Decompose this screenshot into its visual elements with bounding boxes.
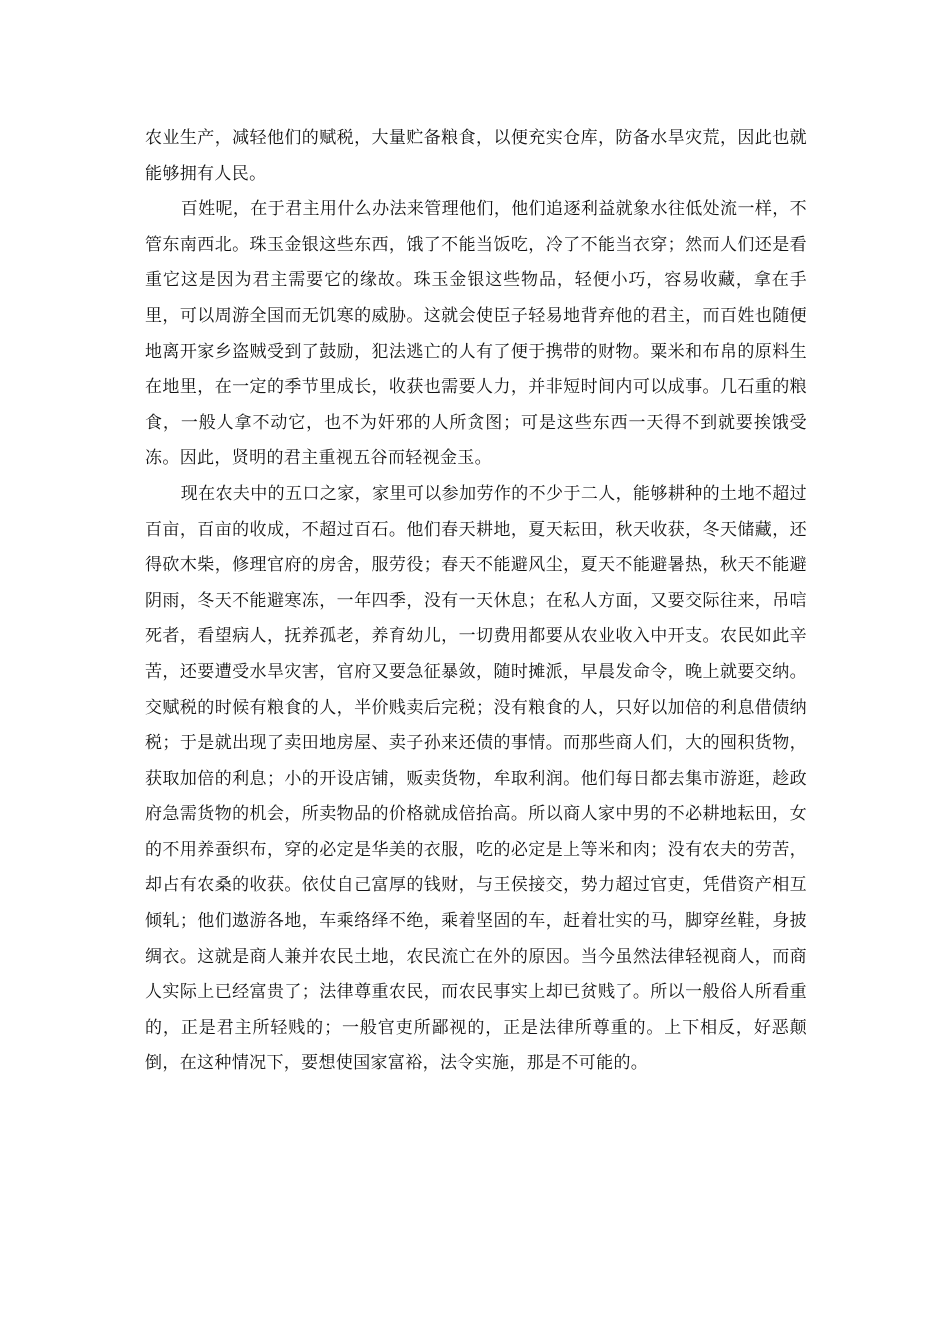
paragraph-1: 农业生产，减轻他们的赋税，大量贮备粮食，以便充实仓库，防备水旱灾荒，因此也就能够拥有人民。 xyxy=(145,128,807,184)
document-page xyxy=(145,121,807,1082)
paragraph-2: 百姓呢，在于君主用什么办法来管理他们，他们追逐利益就象水往低处流一样，不管东南西北。珠玉金银这些东西，饿了不能当饭吃，冷了不能当衣穿；然而人们还是看重它这是因为君主需要它的缘故。珠玉金银这些物品，轻便小巧，容易收藏，拿在手里，可以周游全国而无饥寒的威胁。这就会使臣子轻易地背弃他的君主，而百姓也随便地离开家乡盗贼受到了鼓励，犯法逃亡的人有了便于携带的财物。粟米和布帛的原料生在地里，在一定的季节里成长，收获也需要人力，并非短时间内可以成事。几石重的粮食，一般人拿不动它，也不为奸邪的人所贪图；可是这些东西一天得不到就要挨饿受冻。因此，贤明的君主重视五谷而轻视金玉。 xyxy=(145,199,807,469)
paragraph-3: 现在农夫中的五口之家，家里可以参加劳作的不少于二人，能够耕种的土地不超过百亩，百亩的收成，不超过百石。他们春天耕地，夏天耘田，秋天收获，冬天储藏，还得砍木柴，修理官府的房舍，服劳役；春天不能避风尘，夏天不能避暑热，秋天不能避阴雨，冬天不能避寒冻，一年四季，没有一天休息；在私人方面，又要交际往来，吊唁死者，看望病人，抚养孤老，养育幼儿，一切费用都要从农业收入中开支。农民如此辛苦，还要遭受水旱灾害，官府又要急征暴敛，随时摊派，早晨发命令，晚上就要交纳。交赋税的时候有粮食的人，半价贱卖后完税；没有粮食的人，只好以加倍的利息借债纳税；于是就出现了卖田地房屋、卖子孙来还债的事情。而那些商人们，大的囤积货物，获取加倍的利息；小的开设店铺，贩卖货物，牟取利润。他们每日都去集市游逛，趁政府急需货物的机会，所卖物品的价格就成倍抬高。所以商人家中男的不必耕地耘田，女的不用养蚕织布，穿的必定是华美的衣服，吃的必定是上等米和肉；没有农夫的劳苦，却占有农桑的收获。依仗自己富厚的钱财，与王侯接交，势力超过官吏，凭借资产相互倾轧；他们遨游各地，车乘络绎不绝，乘着坚固的车，赶着壮实的马，脚穿丝鞋，身披绸衣。这就是商人兼并农民土地，农民流亡在外的原因。当今虽然法律轻视商人，而商人实际上已经富贵了；法律尊重农民，而农民事实上却已贫贱了。所以一般俗人所看重的，正是君主所轻贱的；一般官吏所鄙视的，正是法律所尊重的。上下相反，好恶颠倒，在这种情况下，要想使国家富裕，法令实施，那是不可能的。 xyxy=(145,483,807,1074)
